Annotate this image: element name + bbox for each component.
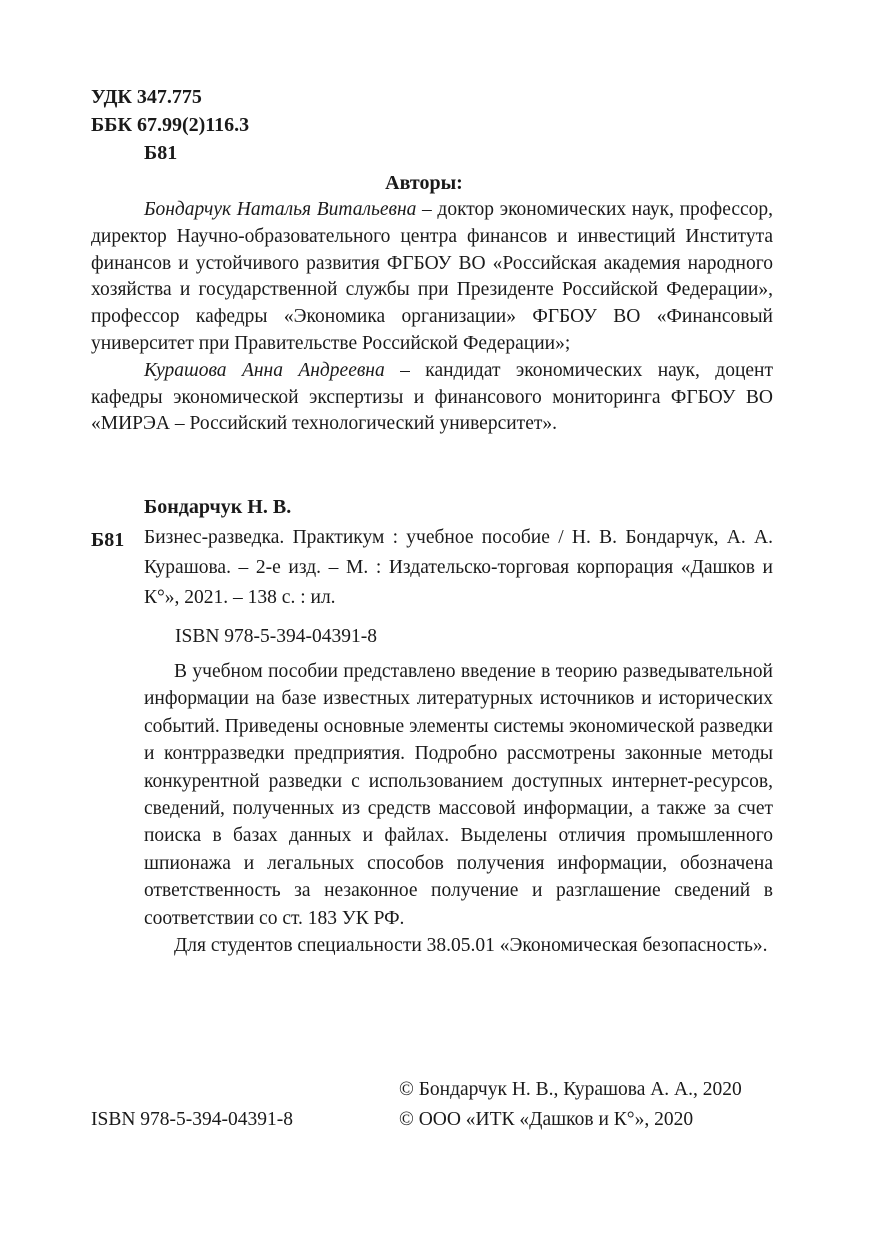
author-description: – доктор экономических наук, профессор, директор Научно-образовательного центра финансов и инвестиций Института финансов и устойчивого развития ФГБОУ ВО «Российская академия народного хозяйства и государственной службы при Президенте Российской Федерации», профессор кафедры «Экономика организации» ФГБОУ ВО «Финансовый университет при Правительстве Российской Федерации»; <box>91 199 774 354</box>
author-entry <box>91 358 773 438</box>
author-name: Курашова Анна Андреевна <box>144 359 385 381</box>
bbk-code: ББК 67.99(2)116.3 <box>91 114 250 136</box>
author-name: Бондарчук Наталья Витальевна <box>144 199 417 220</box>
copyright-line: © ООО «ИТК «Дашков и К°», 2020 <box>399 1109 694 1130</box>
classification-codes <box>91 83 249 167</box>
catalog-author-sign: Б81 <box>91 529 125 551</box>
catalog-isbn: ISBN 978-5-394-04391-8 <box>175 626 378 647</box>
copyright-line: © Бондарчук Н. В., Курашова А. А., 2020 <box>399 1079 742 1100</box>
catalog-description: Бизнес-разведка. Практикум : учебное пособие / Н. В. Бондарчук, А. А. Курашова. – 2-е изд. – М. : Издательско-торговая корпорация «Дашков и К°», 2021. – 138 с. : ил. <box>144 527 773 608</box>
author-entry <box>91 197 773 358</box>
annotation-paragraph: Для студентов специальности 38.05.01 «Экономическая безопасность». <box>174 935 768 957</box>
author-sign: Б81 <box>144 142 178 164</box>
footer-isbn: ISBN 978-5-394-04391-8 <box>91 1109 294 1130</box>
annotation <box>144 658 773 959</box>
author-description: – кандидат экономических наук, доцент кафедры экономической экспертизы и финансового мониторинга ФГБОУ ВО «МИРЭА – Российский технологический университет». <box>91 359 774 435</box>
copyright-block <box>399 1075 742 1135</box>
udk-code: УДК 347.775 <box>91 86 202 108</box>
authors-heading: Авторы: <box>385 172 463 194</box>
authors-section <box>91 197 773 438</box>
catalog-main-author: Бондарчук Н. В. <box>144 496 292 518</box>
annotation-paragraph: В учебном пособии представлено введение в теорию разведывательной информации на базе известных литературных источников и исторических событий. Приведены основные элементы системы экономической разведки и контрразведки предприятия. Подробно рассмотрены законные методы конкурентной разведки с использованием доступных интернет-ресурсов, сведений, полученных из средств массовой информации, а также за счет поиска в базах данных и файлах. Выделены отличия промышленного шпионажа и легальных способов получения информации, обозначена ответственность за незаконное получение и разглашение сведений в соответствии со ст. 183 УК РФ. <box>144 661 773 929</box>
catalog-description-block <box>144 523 773 613</box>
